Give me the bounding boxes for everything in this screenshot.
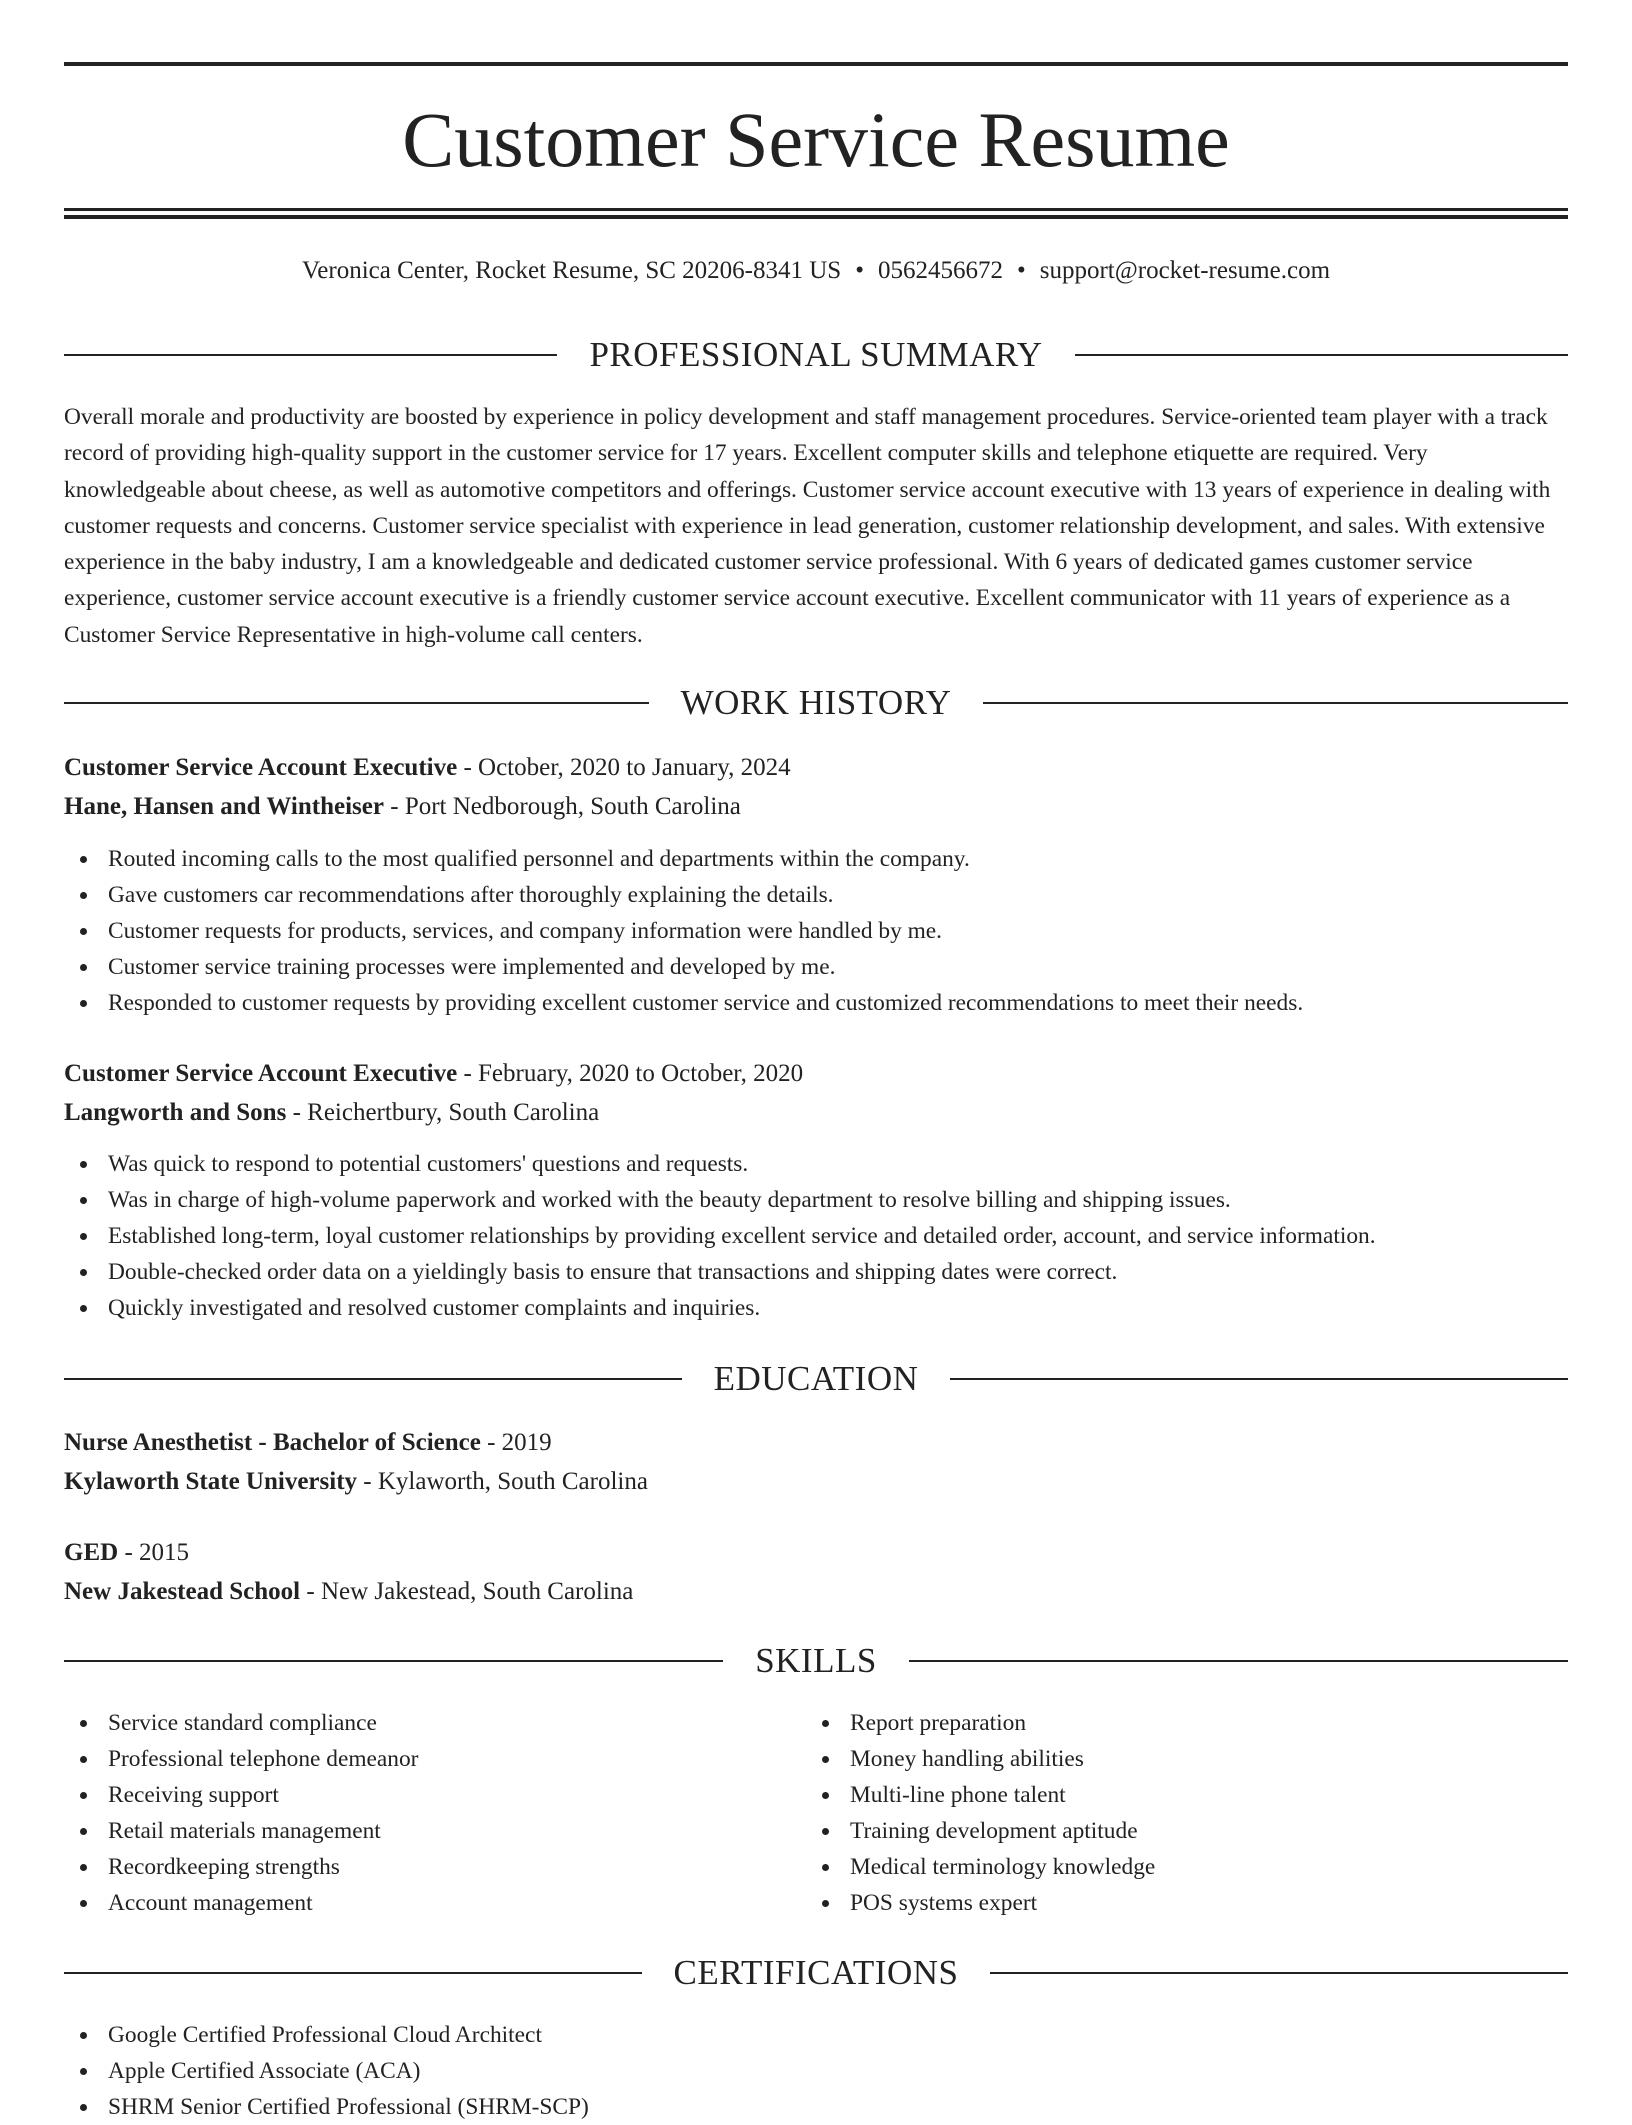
job-bullets (64, 841, 1568, 1021)
education-entry (64, 1423, 1568, 1501)
job-company-line: Langworth and Sons - Reichertbury, South Carolina (64, 1099, 600, 1126)
work-entry (64, 748, 1568, 1021)
list-item: Was in charge of high-volume paperwork and worked with the beauty department to resolve billing and shipping issues. (64, 1182, 1568, 1218)
school-line: Kylaworth State University - Kylaworth, South Carolina (64, 1468, 648, 1495)
degree-year: 2015 (139, 1539, 190, 1566)
bullet-icon (822, 1900, 829, 1907)
list-item: Report preparation (806, 1705, 1506, 1741)
bullet-icon (80, 856, 87, 863)
skills-list-left (64, 1705, 764, 1921)
list-item: Gave customers car recommendations after thoroughly explaining the details. (64, 877, 1568, 913)
contact-address: Veronica Center, Rocket Resume, SC 20206-8341 US (301, 257, 842, 284)
summary-paragraph: Overall morale and productivity are boosted by experience in policy development and staff management procedures. Service-oriented team player with a track record of providing high-quality support in the customer service for 17 years. Excellent computer skills and telephone etiquette are required. Very knowledgeable about cheese, as well as automotive competitors and offerings. Customer service account executive with 13 years of experience in dealing with customer requests and concerns. Customer service specialist with experience in lead generation, customer relationship development, and sales. With extensive experience in the baby industry, I am a knowledgeable and dedicated customer service professional. With 6 years of dedicated games customer service experience, customer service account executive is a friendly customer service account executive. Excellent communicator with 11 years of experience as a Customer Service Representative in high-volume call centers. (64, 404, 1551, 648)
list-item: Account management (64, 1885, 764, 1921)
bullet-icon (80, 1756, 87, 1763)
heading-rule-left (64, 1378, 682, 1380)
list-item: Money handling abilities (806, 1741, 1506, 1777)
heading-rule-right (950, 1378, 1568, 1380)
list-item: Medical terminology knowledge (806, 1849, 1506, 1885)
list-item: Established long-term, loyal customer relationships by providing excellent service and detailed order, account, and service information. (64, 1218, 1568, 1254)
bullet-icon (80, 1720, 87, 1727)
contact-email[interactable]: support@rocket-resume.com (1039, 257, 1331, 284)
school-name: New Jakestead School (64, 1578, 301, 1605)
bullet-icon (822, 1720, 829, 1727)
company-location: Reichertbury, South Carolina (307, 1099, 600, 1126)
bullet-icon (80, 1900, 87, 1907)
degree-name: GED (64, 1539, 119, 1566)
degree-line: Nurse Anesthetist - Bachelor of Science - 2019 (64, 1429, 552, 1456)
job-bullets (64, 1146, 1568, 1326)
contact-separator: • (1016, 257, 1026, 284)
section-heading-work-history (64, 681, 1568, 725)
list-item: Customer service training processes were implemented and developed by me. (64, 949, 1568, 985)
school-location: Kylaworth, South Carolina (377, 1468, 648, 1495)
section-title: CERTIFICATIONS (673, 1953, 959, 1992)
list-item: Professional telephone demeanor (64, 1741, 764, 1777)
list-item: Retail materials management (64, 1813, 764, 1849)
list-item: Apple Certified Associate (ACA) (64, 2053, 1568, 2089)
heading-rule-left (64, 1972, 642, 1974)
school-line: New Jakestead School - New Jakestead, South Carolina (64, 1578, 634, 1605)
list-item: Recordkeeping strengths (64, 1849, 764, 1885)
job-company-line: Hane, Hansen and Wintheiser - Port Nedborough, South Carolina (64, 793, 741, 820)
list-item: Was quick to respond to potential customers' questions and requests. (64, 1146, 1568, 1182)
title-underline-thin (64, 208, 1568, 211)
contact-line (64, 254, 1568, 288)
top-rule (64, 62, 1568, 66)
bullet-icon (80, 892, 87, 899)
bullet-icon (80, 964, 87, 971)
heading-rule-left (64, 354, 557, 356)
list-item: Training development aptitude (806, 1813, 1506, 1849)
list-item: Double-checked order data on a yieldingly basis to ensure that transactions and shipping dates were correct. (64, 1254, 1568, 1290)
school-location: New Jakestead, South Carolina (320, 1578, 634, 1605)
section-title: PROFESSIONAL SUMMARY (589, 335, 1043, 374)
heading-rule-left (64, 1660, 723, 1662)
title-underline-thick (64, 215, 1568, 219)
degree-year: 2019 (501, 1429, 552, 1456)
degree-name: Nurse Anesthetist - Bachelor of Science (64, 1429, 481, 1456)
job-dates: October, 2020 to January, 2024 (478, 754, 791, 781)
list-item: Quickly investigated and resolved customer complaints and inquiries. (64, 1290, 1568, 1326)
company-location: Port Nedborough, South Carolina (404, 793, 741, 820)
section-heading-education (64, 1357, 1568, 1401)
job-title: Customer Service Account Executive (64, 1060, 458, 1087)
contact-separator: • (855, 257, 864, 284)
bullet-icon (80, 1233, 87, 1240)
school-name: Kylaworth State University (64, 1468, 358, 1495)
list-item: Service standard compliance (64, 1705, 764, 1741)
heading-rule-right (983, 702, 1568, 704)
heading-rule-left (64, 702, 649, 704)
bullet-icon (822, 1828, 829, 1835)
bullet-icon (80, 928, 87, 935)
degree-line: GED - 2015 (64, 1539, 190, 1566)
section-heading-summary (64, 333, 1568, 377)
list-item: Customer requests for products, services, and company information were handled by me. (64, 913, 1568, 949)
bullet-icon (80, 1864, 87, 1871)
bullet-icon (80, 1197, 87, 1204)
list-item: Google Certified Professional Cloud Architect (64, 2017, 1568, 2053)
bullet-icon (80, 1161, 87, 1168)
heading-rule-right (1075, 354, 1568, 356)
bullet-icon (80, 2032, 87, 2039)
list-item: Receiving support (64, 1777, 764, 1813)
list-item: Responded to customer requests by providing excellent customer service and customized recommendations to meet their needs. (64, 985, 1568, 1021)
bullet-icon (822, 1864, 829, 1871)
heading-rule-right (990, 1972, 1568, 1974)
section-title: WORK HISTORY (680, 683, 952, 722)
certifications-list (64, 2017, 1568, 2125)
job-title-line: Customer Service Account Executive - February, 2020 to October, 2020 (64, 1060, 804, 1087)
section-title: EDUCATION (713, 1359, 919, 1398)
education-entry (64, 1533, 1568, 1611)
resume-title: Customer Service Resume (402, 96, 1230, 183)
list-item: Multi-line phone talent (806, 1777, 1506, 1813)
list-item: POS systems expert (806, 1885, 1506, 1921)
bullet-icon (80, 1269, 87, 1276)
bullet-icon (80, 1792, 87, 1799)
bullet-icon (822, 1792, 829, 1799)
bullet-icon (822, 1756, 829, 1763)
bullet-icon (80, 1000, 87, 1007)
job-title-line: Customer Service Account Executive - October, 2020 to January, 2024 (64, 754, 791, 781)
work-entry (64, 1054, 1568, 1326)
job-dates: February, 2020 to October, 2020 (478, 1060, 804, 1087)
section-heading-skills (64, 1639, 1568, 1683)
bullet-icon (80, 2068, 87, 2075)
list-item: Routed incoming calls to the most qualified personnel and departments within the company. (64, 841, 1568, 877)
section-title: SKILLS (755, 1641, 877, 1680)
list-item: SHRM Senior Certified Professional (SHRM-SCP) (64, 2089, 1568, 2125)
bullet-icon (80, 1305, 87, 1312)
heading-rule-right (909, 1660, 1568, 1662)
company-name: Hane, Hansen and Wintheiser (64, 793, 384, 820)
job-title: Customer Service Account Executive (64, 754, 458, 781)
skills-list-right (806, 1705, 1506, 1921)
section-heading-certifications (64, 1951, 1568, 1995)
contact-phone[interactable]: 0562456672 (877, 257, 1003, 284)
company-name: Langworth and Sons (64, 1099, 287, 1126)
bullet-icon (80, 1828, 87, 1835)
bullet-icon (80, 2104, 87, 2111)
